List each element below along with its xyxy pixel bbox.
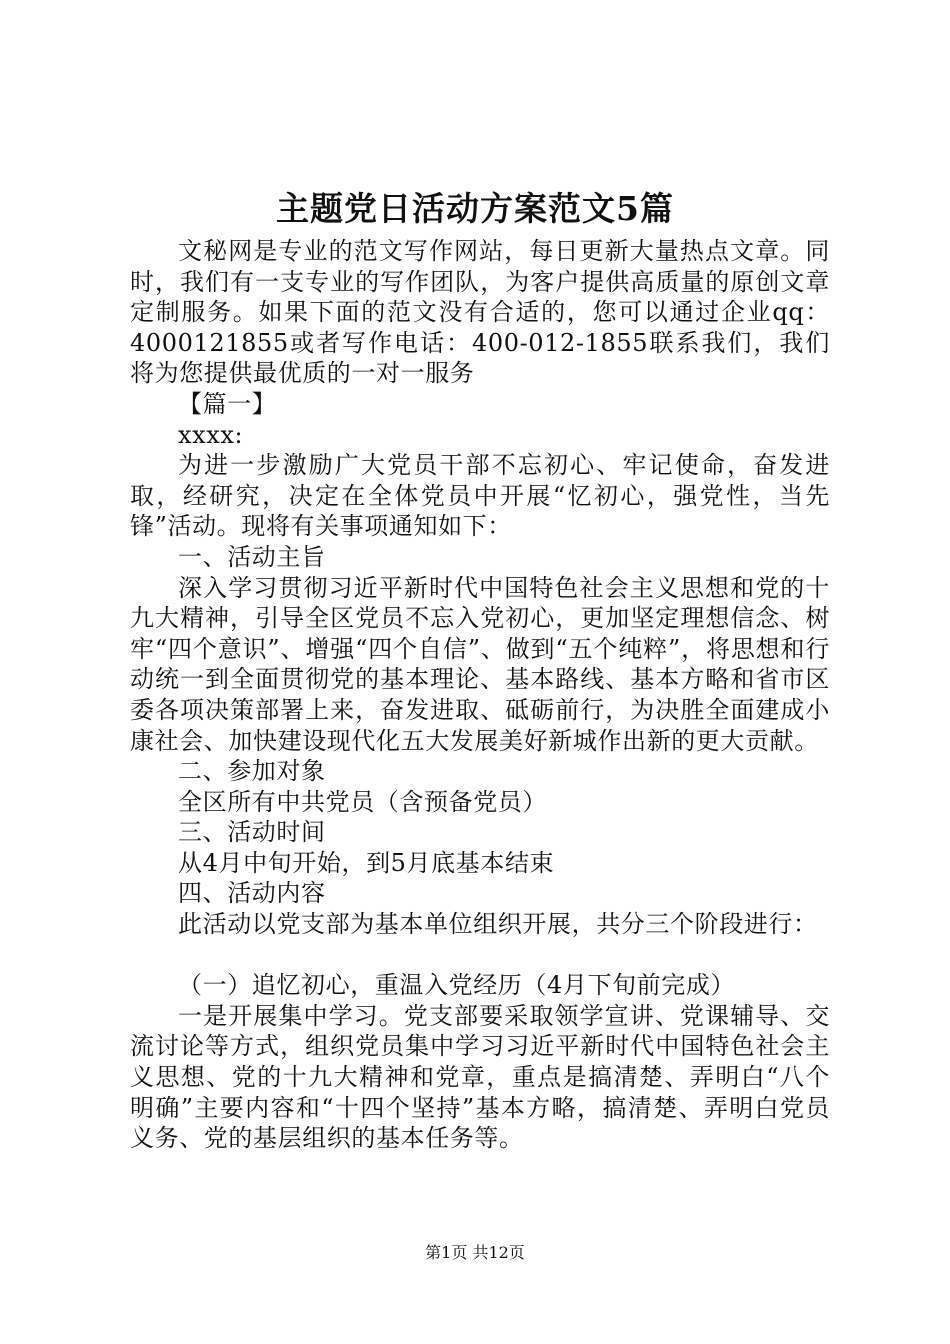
document-body (130, 236, 830, 1154)
purpose-paragraph: 深入学习贯彻习近平新时代中国特色社会主义思想和党的十九大精神，引导全区党员不忘入党初心，更加坚定理想信念、树牢“四个意识”、增强“四个自信”、做到“五个纯粹”，将思想和行动统一到全面贯彻党的基本理论、基本路线、基本方略和省市区委各项决策部署上来，奋发进取、砥砺前行，为决胜全面建成小康社会、加快建设现代化五大发展美好新城作出新的更大贡献。 (130, 573, 830, 755)
section-marker: 【篇一】 (178, 389, 277, 418)
heading-content: 四、活动内容 (178, 879, 326, 908)
salutation: xxxx: (178, 420, 244, 449)
heading-time: 三、活动时间 (178, 818, 326, 847)
document-title: 主题党日活动方案范文5篇 (276, 189, 674, 228)
stage-one-paragraph: 一是开展集中学习。党支部要采取领学宣讲、党课辅导、交流讨论等方式，组织党员集中学习习近平新时代中国特色社会主义思想、党的十九大精神和党章，重点是搞清楚、弄明白“八个明确”主要内容和“十四个坚持”基本方略，搞清楚、弄明白党员义务、党的基层组织的基本任务等。 (130, 1001, 830, 1153)
blank-line (130, 940, 830, 971)
heading-purpose: 一、活动主旨 (178, 542, 326, 571)
notice-paragraph: 为进一步激励广大党员干部不忘初心、牢记使命，奋发进取，经研究，决定在全体党员中开展“忆初心，强党性，当先锋”活动。现将有关事项通知如下： (130, 451, 830, 541)
page-footer: 第1页 共12页 (425, 1243, 525, 1262)
heading-participants: 二、参加对象 (178, 757, 326, 786)
content-paragraph: 此活动以党支部为基本单位组织开展，共分三个阶段进行： (178, 910, 818, 939)
time-paragraph: 从4月中旬开始，到5月底基本结束 (178, 848, 555, 877)
intro-paragraph: 文秘网是专业的范文写作网站，每日更新大量热点文章。同时，我们有一支专业的写作团队，为客户提供高质量的原创文章定制服务。如果下面的范文没有合适的，您可以通过企业qq：4000121855或者写作电话：400-012-1855联系我们，我们将为您提供最优质的一对一服务 (130, 237, 830, 388)
participants-paragraph: 全区所有中共党员（含预备党员） (178, 787, 547, 816)
subheading-stage-one: （一）追忆初心，重温入党经历（4月下旬前完成） (178, 971, 736, 1000)
